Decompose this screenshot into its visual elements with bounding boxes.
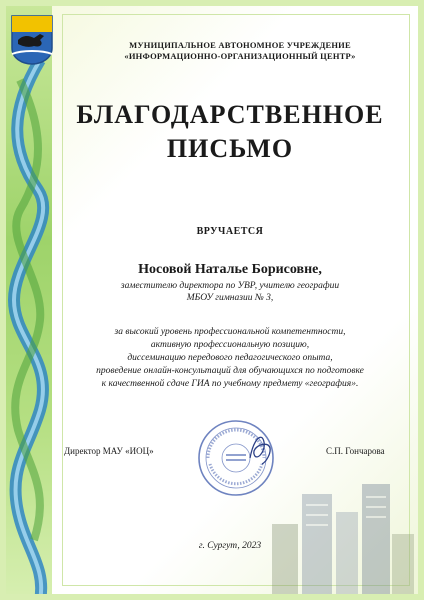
signer-name: С.П. Гончарова [326,446,385,456]
title-line-2: ПИСЬМО [166,134,294,163]
position-line-1: заместителю директора по УВР, учителю географии [120,281,340,291]
awarded-label: ВРУЧАЕТСЯ [196,226,264,237]
city-buildings-icon [266,454,416,594]
city-crest-icon [10,14,54,66]
reason-line: проведение онлайн-консультаций для обучающихся по подготовке [96,366,364,376]
reason-line: за высокий уровень профессиональной компетентности, [114,327,346,337]
recipient-name: Носовой Наталье Борисовне, [138,262,322,277]
place-date: г. Сургут, 2023 [198,541,262,551]
reason-line: диссеминацию передового педагогического опыта, [127,353,333,363]
award-reason [60,326,400,391]
title-line-1: БЛАГОДАРСТВЕННОЕ [76,100,384,129]
position-line-2: МБОУ гимназии № 3, [186,293,274,303]
recipient-position [60,280,400,304]
signer-title: Директор МАУ «ИОЦ» [64,446,154,456]
document-title [60,98,400,166]
org-line-2: «ИНФОРМАЦИОННО-ОРГАНИЗАЦИОННЫЙ ЦЕНТР» [124,51,356,61]
reason-line: к качественной сдаче ГИА по учебному предмету «география». [101,379,359,389]
reason-line: активную профессиональную позицию, [150,340,310,350]
org-line-1: МУНИЦИПАЛЬНОЕ АВТОНОМНОЕ УЧРЕЖДЕНИЕ [129,40,351,50]
organization-header [90,40,390,62]
